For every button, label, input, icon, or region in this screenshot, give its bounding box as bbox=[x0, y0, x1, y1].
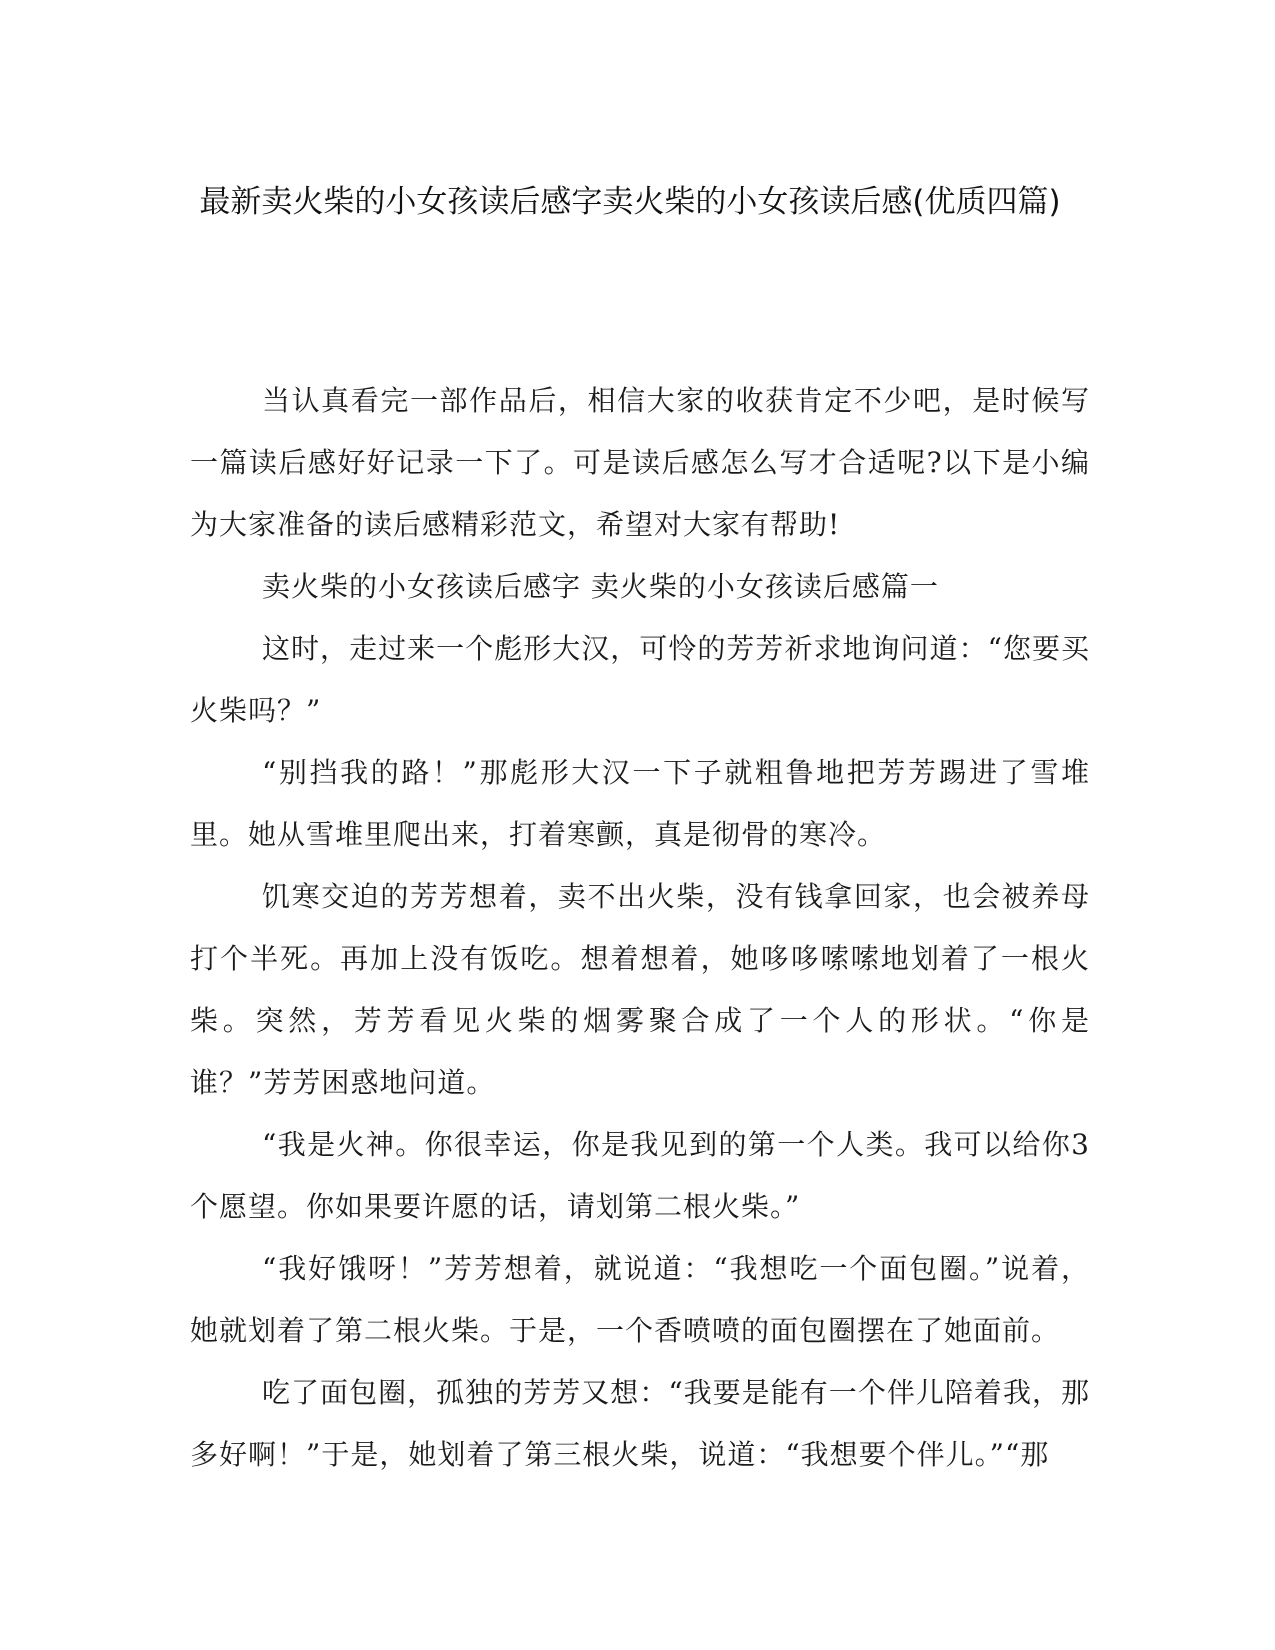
paragraph: 吃了面包圈，孤独的芳芳又想：“我要是能有一个伴儿陪着我，那多好啊！”于是，她划着了第三根火柴，说道：“我想要个伴儿。”“那 bbox=[190, 1376, 1090, 1471]
document-title: 最新卖火柴的小女孩读后感字卖火柴的小女孩读后感(优质四篇) bbox=[199, 184, 1061, 220]
paragraph: “别挡我的路！”那彪形大汉一下子就粗鲁地把芳芳踢进了雪堆里。她从雪堆里爬出来，打着寒颤，真是彻骨的寒冷。 bbox=[190, 756, 1090, 851]
paragraph: 当认真看完一部作品后，相信大家的收获肯定不少吧，是时候写一篇读后感好好记录一下了。可是读后感怎么写才合适呢?以下是小编为大家准备的读后感精彩范文，希望对大家有帮助! bbox=[190, 384, 1090, 541]
paragraph: 这时，走过来一个彪形大汉，可怜的芳芳祈求地询问道：“您要买火柴吗？” bbox=[190, 632, 1090, 727]
paragraph: “我好饿呀！”芳芳想着，就说道：“我想吃一个面包圈。”说着，她就划着了第二根火柴。于是，一个香喷喷的面包圈摆在了她面前。 bbox=[190, 1252, 1090, 1347]
paragraph: “我是火神。你很幸运，你是我见到的第一个人类。我可以给你3个愿望。你如果要许愿的话，请划第二根火柴。” bbox=[190, 1128, 1090, 1223]
document-body bbox=[190, 370, 1090, 1486]
paragraph: 卖火柴的小女孩读后感字 卖火柴的小女孩读后感篇一 bbox=[262, 570, 939, 603]
paragraph: 饥寒交迫的芳芳想着，卖不出火柴，没有钱拿回家，也会被养母打个半死。再加上没有饭吃。想着想着，她哆哆嗦嗦地划着了一根火柴。突然，芳芳看见火柴的烟雾聚合成了一个人的形状。“你是谁？”芳芳困惑地问道。 bbox=[190, 880, 1090, 1099]
